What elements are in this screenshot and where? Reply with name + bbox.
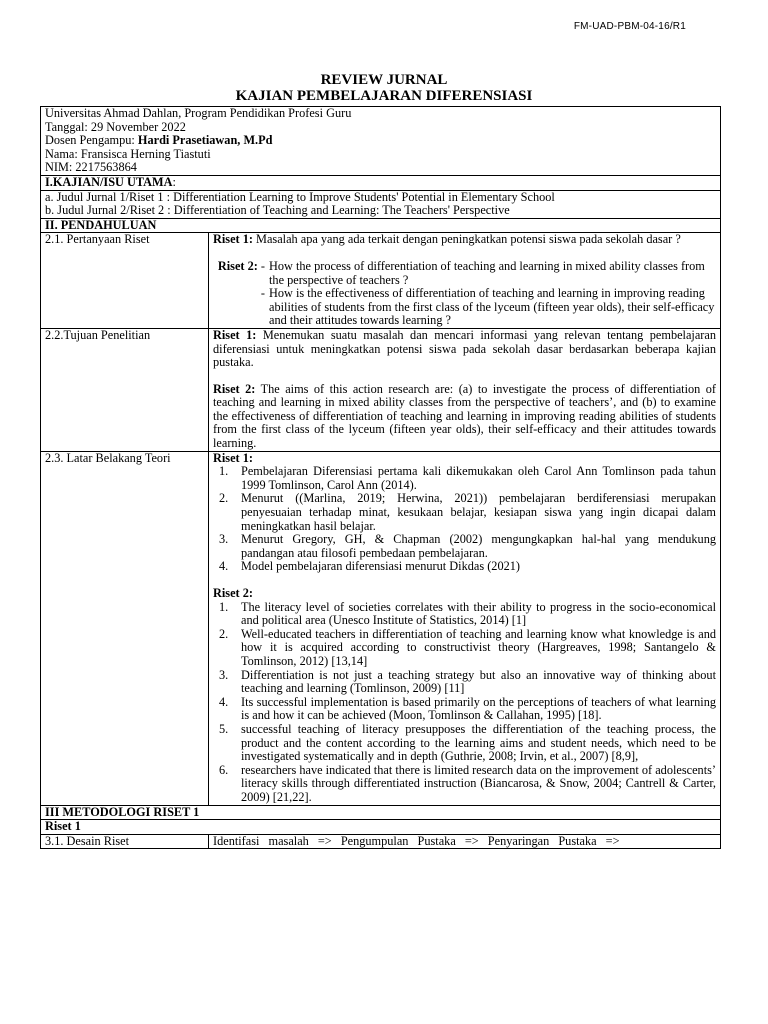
tujuan-penelitian-content	[209, 328, 721, 451]
latar-riset-2-label: Riset 2:	[213, 586, 253, 600]
list-item-number: 3.	[219, 667, 229, 682]
latar-belakang-row	[41, 451, 721, 805]
date-line: Tanggal: 29 November 2022	[45, 119, 186, 134]
jurnal-1-title: a. Judul Jurnal 1/Riset 1 : Differentiation Learning to Improve Students' Potential in Elementary School	[45, 189, 555, 204]
list-item-text: Model pembelajaran diferensiasi menurut Dikdas (2021)	[241, 559, 520, 574]
pertanyaan-riset-1: Riset 1: Masalah apa yang ada terkait dengan peningkatkan potensi siswa pada sekolah dasar ?	[213, 232, 681, 247]
list-item-number: 2.	[219, 626, 229, 641]
list-item-number: 4.	[219, 559, 229, 574]
list-item-number: 6.	[219, 762, 229, 777]
metodologi-heading: III METODOLOGI RISET 1	[45, 804, 200, 819]
tujuan-riset-1: Riset 1: Menemukan suatu masalah dan mencari informasi yang relevan tentang pembelajaran diferensiasi untuk meningkatkan potensi siswa pada sekolah dasar berdasarkan beberapa kajian pustaka.	[213, 327, 716, 370]
latar-riset-2-list	[213, 601, 716, 805]
list-item	[213, 492, 716, 533]
list-item-text: researchers have indicated that there is limited research data on the improvement of adolescents’ literacy skills through differentiated instruction (Biancarosa, & Snow, 2004; Cantrell & Carter, 2009) [21,22].	[241, 762, 716, 804]
list-item	[213, 560, 716, 574]
title-line-1: REVIEW JURNAL	[320, 72, 448, 88]
desain-riset-text: Identifasi masalah => Pengumpulan Pustaka => Penyaringan Pustaka =>	[213, 834, 620, 848]
desain-riset-content	[209, 834, 721, 849]
title-line-2: KAJIAN PEMBELAJARAN DIFERENSIASI	[235, 88, 533, 104]
latar-belakang-content	[209, 451, 721, 805]
list-item-text: Menurut ((Marlina, 2019; Herwina, 2021)) pembelajaran berdiferensiasi merupakan penyesuaian terhadap minat, kesukaan belajar, kesiapan siswa yang ingin dicapai dalam meningkatkan hasil belajar.	[241, 491, 716, 533]
list-item	[213, 628, 716, 669]
kajian-jurnal-row	[41, 190, 721, 218]
student-name-line: Nama: Fransisca Herning Tiastuti	[45, 146, 211, 161]
kajian-heading-row	[41, 175, 721, 190]
tujuan-penelitian-label: 2.2.Tujuan Penelitian	[41, 328, 209, 451]
list-item-text: Differentiation is not just a teaching strategy but also an innovative way of thinking about teaching and learning (Tomlinson, 2009) [11]	[241, 667, 716, 696]
jurnal-2-title: b. Judul Jurnal 2/Riset 2 : Differentiation of Teaching and Learning: The Teachers' Perspective	[45, 203, 510, 218]
list-item	[213, 601, 716, 628]
lecturer-name: Hardi Prasetiawan, M.Pd	[137, 133, 273, 148]
list-item-text: Pembelajaran Diferensiasi pertama kali dikemukakan oleh Carol Ann Tomlinson pada tahun 1999 Tomlinson, Carol Ann (2014).	[241, 464, 716, 492]
info-row	[41, 107, 721, 176]
list-item-number: 1.	[219, 464, 229, 479]
kajian-heading-colon: :	[172, 174, 176, 189]
list-item	[213, 669, 716, 696]
desain-riset-label: 3.1. Desain Riset	[41, 834, 209, 849]
list-item-text: Menurut Gregory, GH, & Chapman (2002) mengungkapkan hal-hal yang mendukung pandangan atau filosofi pembedaan pembelajaran.	[241, 532, 716, 560]
question-dash: -	[260, 258, 265, 273]
pendahuluan-heading: II. PENDAHULUAN	[45, 217, 157, 232]
pertanyaan-riset-row	[41, 233, 721, 329]
latar-riset-1-list	[213, 465, 716, 574]
desain-riset-row	[41, 834, 721, 849]
pertanyaan-riset-content	[209, 233, 721, 329]
list-item-number: 2.	[219, 491, 229, 506]
list-item	[213, 764, 716, 805]
list-item-number: 1.	[219, 599, 229, 614]
pendahuluan-heading-row	[41, 218, 721, 233]
riset-2-question-2: How is the effectiveness of differentiation of teaching and learning in improving reading abilities of students from the first class of the lyceum (fifteen year olds), their self-efficacy and their attitudes towards learning ?	[269, 286, 715, 328]
list-item-text: The literacy level of societies correlates with their ability to progress in the socio-economical and political area (Unesco Institute of Statistics, 2014) [1]	[241, 599, 716, 628]
latar-belakang-label: 2.3. Latar Belakang Teori	[41, 451, 209, 805]
list-item-number: 3.	[219, 532, 229, 547]
lecturer-line	[45, 134, 716, 148]
list-item-text: Its successful implementation is based primarily on the perceptions of teachers of what learning is and how it can be achieved (Moon, Tomlinson & Callahan, 1995) [18].	[241, 694, 716, 723]
riset-2-label: Riset 2:	[217, 258, 258, 273]
pertanyaan-riset-2	[213, 260, 716, 328]
review-table	[40, 106, 721, 849]
university-line: Universitas Ahmad Dahlan, Program Pendidikan Profesi Guru	[45, 106, 352, 120]
list-item	[213, 696, 716, 723]
info-cell	[41, 107, 721, 176]
metodologi-heading-row	[41, 805, 721, 820]
list-item	[213, 723, 716, 764]
list-item	[213, 465, 716, 492]
nim-line: NIM: 2217563864	[45, 160, 137, 175]
list-item-number: 5.	[219, 721, 229, 736]
list-item-text: Well-educated teachers in differentiation of teaching and learning know what knowledge is and how it is acquired according to constructivist theory (Hargreaves, 1998; Santangelo & Tomlinson, 2012) [13,14]	[241, 626, 716, 668]
list-item-number: 4.	[219, 694, 229, 709]
latar-riset-1-label: Riset 1:	[213, 450, 253, 465]
list-item	[213, 533, 716, 560]
pertanyaan-riset-label: 2.1. Pertanyaan Riset	[41, 233, 209, 329]
kajian-heading: I.KAJIAN/ISU UTAMA	[45, 174, 173, 189]
lecturer-label: Dosen Pengampu:	[45, 133, 138, 148]
riset-1-row	[41, 820, 721, 835]
riset-2-question-1: How the process of differentiation of teaching and learning in mixed ability classes from the perspective of teachers ?	[269, 258, 705, 287]
tujuan-riset-2: Riset 2: The aims of this action research are: (a) to investigate the process of differentiation of teaching and learning in mixed ability classes from the perspective of teachers’, and (b) to examine the effectiveness of differentiation of teaching and learning in improving reading abilities of students from the first class of the lyceum (fifteen year olds), their self-efficacy and their attitudes towards learning.	[213, 381, 716, 451]
metodologi-riset-1: Riset 1	[45, 819, 81, 834]
question-dash: -	[260, 286, 265, 301]
tujuan-penelitian-row	[41, 328, 721, 451]
list-item-text: successful teaching of literacy presupposes the differentiation of the teaching process, the product and the content according to the learning aims and student needs, which need to be investigated systematically and in depth (Guthrie, 2008; Irvin, et al., 2007) [8,9],	[241, 721, 716, 764]
document-title	[0, 72, 768, 104]
form-code: FM-UAD-PBM-04-16/R1	[573, 21, 686, 32]
